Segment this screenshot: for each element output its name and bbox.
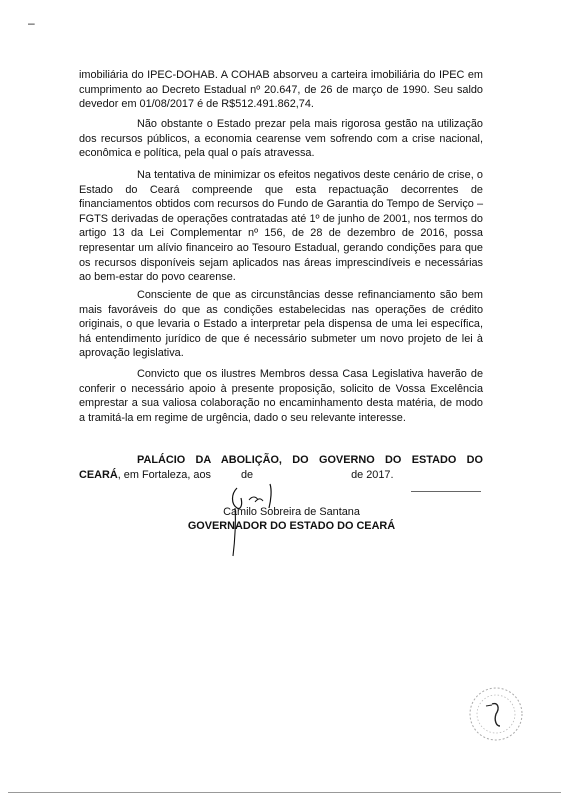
paragraph-2: [79, 117, 483, 161]
paragraph-5-text: Convicto que os ilustres Membros dessa Casa Legislativa haverão de conferir o necessário apoio à presente proposição, solicito de Vossa Excelência emprestar a sua valiosa colaboração no encaminhamento desta matéria, de modo a tramitá-la em regime de urgência, dado o seu relevante interesse.: [79, 368, 483, 424]
paragraph-1-text: imobiliária do IPEC-DOHAB. A COHAB absorveu a carteira imobiliária do IPEC em cumprimento ao Decreto Estadual nº 20.647, de 26 de março de 1990. Seu saldo devedor em 01/08/2017 é de R$512.491.862,74.: [79, 69, 483, 111]
paragraph-4: [79, 288, 483, 361]
paragraph-2-text: Não obstante o Estado prezar pela mais rigorosa gestão na utilização dos recursos públicos, a economia cearense vem sofrendo com a crise nacional, econômica e política, pela qual o país atravessa.: [79, 118, 483, 160]
year-text: de 2017.: [351, 468, 394, 481]
paragraph-3: [79, 168, 483, 285]
signature-rule: [411, 491, 481, 493]
de-text: de: [240, 468, 254, 481]
rubber-stamp: [458, 680, 538, 755]
paragraph-3-text: Na tentativa de minimizar os efeitos negativos deste cenário de crise, o Estado do Ceará compreende que esta repactuação decorrentes de financiamentos obtidos com recursos do Fundo de Garantia do Tempo de Serviço – FGTS derivadas de operações contratadas até 1º de junho de 2001, nos termos do artigo 13 da Lei Complementar nº 156, de 28 de dezembro de 2016, possa representar um alívio financeiro ao Tesouro Estadual, gerando condições para que os recursos disponíveis sejam aplicados nas áreas imprescindíveis e necessárias ao bem-estar do povo cearense.: [79, 169, 483, 284]
page-mark: –: [28, 16, 35, 30]
city-text: , em Fortaleza, aos: [117, 468, 211, 481]
signer-name: Camilo Sobreira de Santana: [223, 506, 360, 518]
state-name: CEARÁ: [79, 468, 118, 481]
paragraph-1: [79, 68, 483, 112]
signer-title: GOVERNADOR DO ESTADO DO CEARÁ: [187, 520, 396, 532]
closing-block: [79, 453, 483, 482]
place-date-line: [79, 469, 393, 481]
page-bottom-rule: [8, 792, 561, 793]
palace-line: PALÁCIO DA ABOLIÇÃO, DO GOVERNO DO ESTADO DO: [137, 454, 483, 466]
paragraph-4-text: Consciente de que as circunstâncias desse refinanciamento são bem mais favoráveis do que as condições estabelecidas nas operações de crédito originais, o que levaria o Estado a interpretar pela dispensa de uma lei específica, há entendimento jurídico de que é necessário submeter um novo projeto de lei à aprovação legislativa.: [79, 289, 483, 360]
paragraph-5: [79, 367, 483, 425]
